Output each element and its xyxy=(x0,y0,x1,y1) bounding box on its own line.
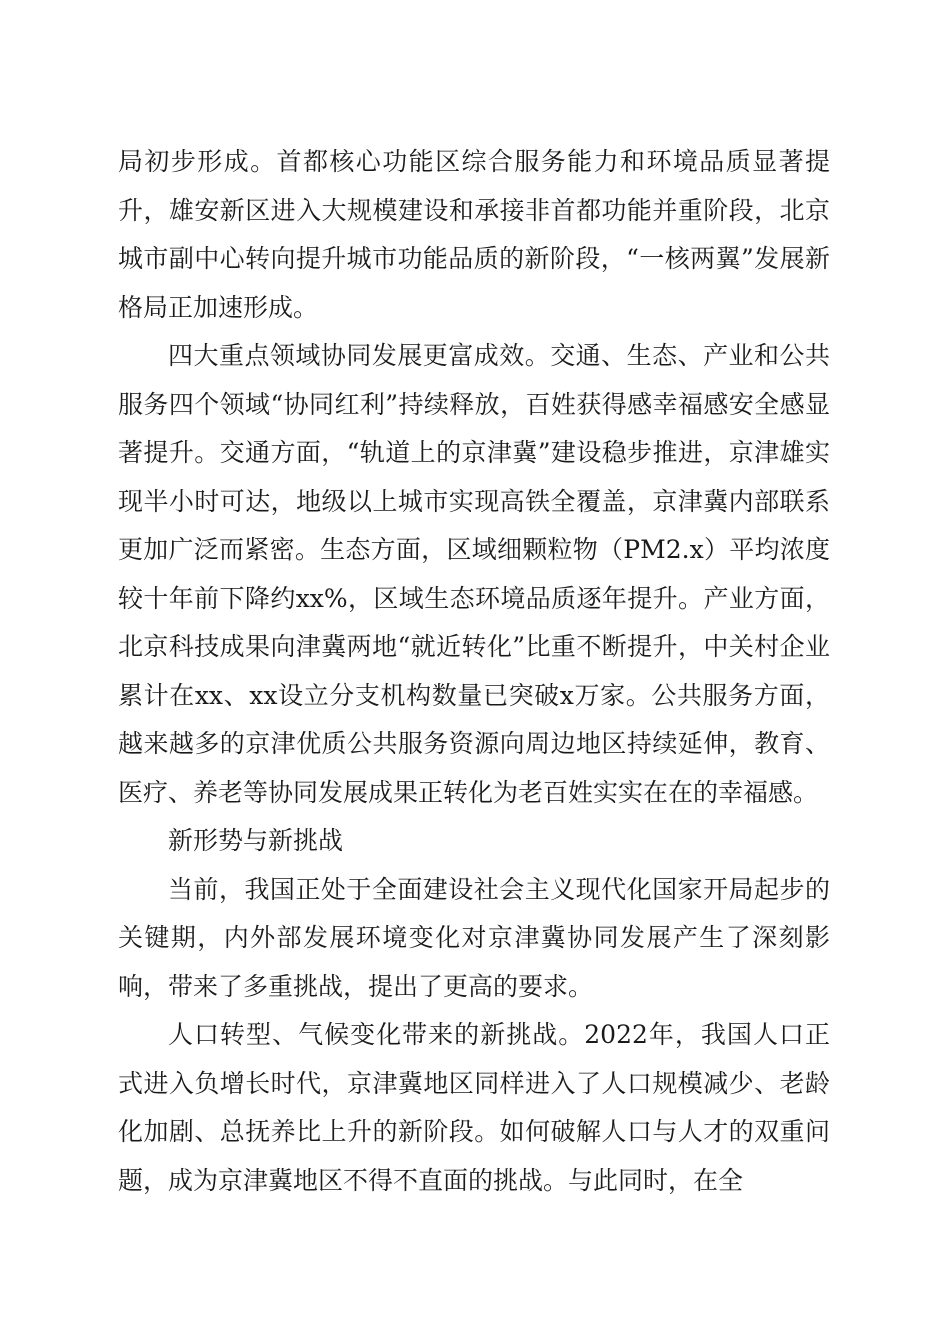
paragraph-2: 四大重点领域协同发展更富成效。交通、生态、产业和公共服务四个领域“协同红利”持续释放，百姓获得感幸福感安全感显著提升。交通方面，“轨道上的京津冀”建设稳步推进，京津雄实现半小时可达，地级以上城市实现高铁全覆盖，京津冀内部联系更加广泛而紧密。生态方面，区域细颗粒物（PM2.x）平均浓度较十年前下降约xx%，区域生态环境品质逐年提升。产业方面，北京科技成果向津冀两地“就近转化”比重不断提升，中关村企业累计在xx、xx设立分支机构数量已突破x万家。公共服务方面，越来越多的京津优质公共服务资源向周边地区持续延伸，教育、医疗、养老等协同发展成果正转化为老百姓实实在在的幸福感。 xyxy=(118,341,830,807)
document-page xyxy=(118,138,830,1205)
section-heading: 新形势与新挑战 xyxy=(168,826,344,855)
paragraph-3: 当前，我国正处于全面建设社会主义现代化国家开局起步的关键期，内外部发展环境变化对京津冀协同发展产生了深刻影响，带来了多重挑战，提出了更高的要求。 xyxy=(118,874,830,1001)
paragraph-1: 局初步形成。首都核心功能区综合服务能力和环境品质显著提升，雄安新区进入大规模建设和承接非首都功能并重阶段，北京城市副中心转向提升城市功能品质的新阶段，“一核两翼”发展新格局正加速形成。 xyxy=(118,147,830,322)
paragraph-4: 人口转型、气候变化带来的新挑战。2022年，我国人口正式进入负增长时代，京津冀地区同样进入了人口规模减少、老龄化加剧、总抚养比上升的新阶段。如何破解人口与人才的双重问题，成为京津冀地区不得不直面的挑战。与此同时，在全 xyxy=(118,1020,830,1195)
